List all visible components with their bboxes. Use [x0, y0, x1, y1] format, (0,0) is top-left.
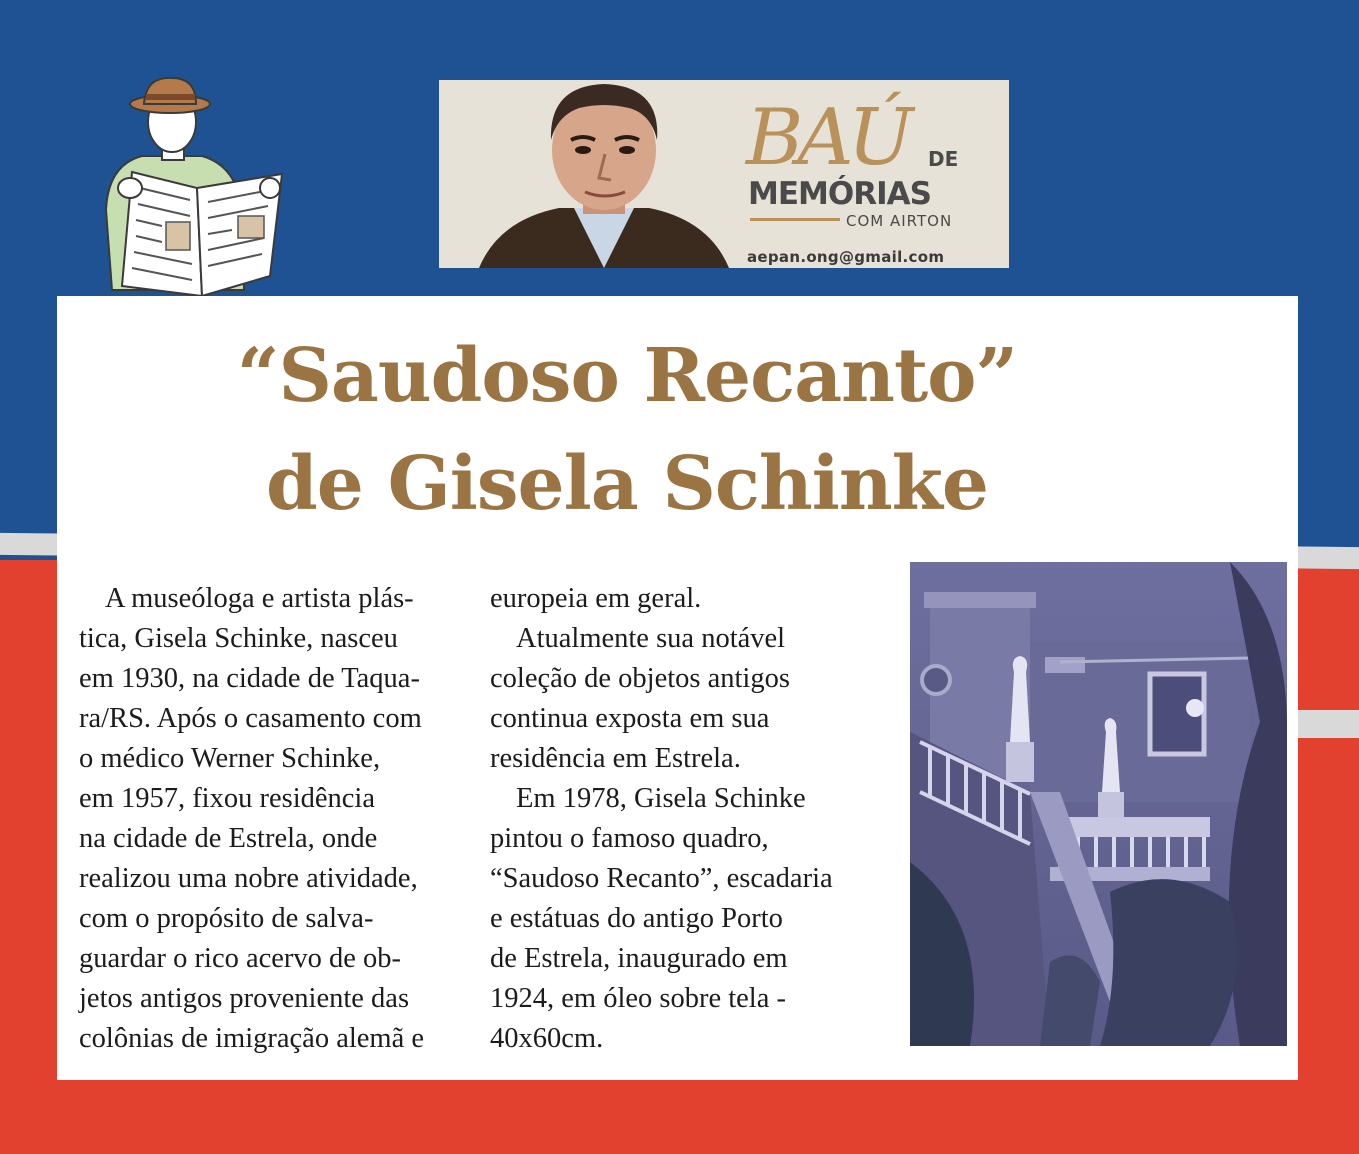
text-line: residência em Estrela.	[490, 743, 741, 774]
article-column-1	[79, 579, 471, 1059]
headline-line-1: “Saudoso Recanto”	[236, 333, 1018, 419]
text-line: em 1957, fixou residência	[79, 783, 375, 814]
text-line: o médico Werner Schinke,	[79, 743, 381, 774]
text-line: em 1930, na cidade de Taqua-	[79, 663, 420, 694]
text-line: 40x60cm.	[490, 1023, 604, 1054]
author-email[interactable]: aepan.ong@gmail.com	[747, 248, 945, 266]
text-line: ra/RS. Após o casamento com	[79, 703, 422, 734]
text-line: guardar o rico acervo de ob-	[79, 943, 402, 974]
svg-text:COM AIRTON: COM AIRTON	[846, 212, 953, 230]
text-line: continua exposta em sua	[490, 703, 770, 734]
svg-text:DE: DE	[928, 147, 959, 171]
text-line: Atualmente sua notável	[516, 623, 786, 654]
headline-line-2: de Gisela Schinke	[265, 441, 989, 527]
text-line: pintou o famoso quadro,	[490, 823, 769, 854]
text-line: e estátuas do antigo Porto	[490, 903, 783, 934]
article-panel	[57, 296, 1298, 1080]
text-line: A museóloga e artista plás-	[105, 583, 414, 614]
column-header-banner	[439, 80, 1009, 268]
text-line: tica, Gisela Schinke, nasceu	[79, 623, 398, 654]
text-line: realizou uma nobre atividade,	[79, 863, 418, 894]
svg-text:BAÚ: BAÚ	[746, 93, 908, 183]
text-line: “Saudoso Recanto”, escadaria	[490, 863, 833, 894]
text-line: europeia em geral.	[490, 583, 702, 614]
column-logo	[744, 86, 1004, 236]
painting-saudoso-recanto	[910, 562, 1287, 1046]
text-line: jetos antigos proveniente das	[79, 983, 410, 1014]
text-line: coleção de objetos antigos	[490, 663, 790, 694]
text-line: de Estrela, inaugurado em	[490, 943, 788, 974]
text-line: 1924, em óleo sobre tela -	[490, 983, 786, 1014]
article-column-2	[490, 579, 910, 1059]
background-stripe-right	[1290, 710, 1359, 738]
text-line: na cidade de Estrela, onde	[79, 823, 378, 854]
newspaper-reader-illustration	[92, 70, 302, 300]
svg-text:MEMÓRIAS: MEMÓRIAS	[748, 176, 931, 212]
text-line: Em 1978, Gisela Schinke	[516, 783, 806, 814]
author-portrait	[479, 80, 729, 268]
text-line: colônias de imigração alemã e	[79, 1023, 425, 1054]
article-headline	[117, 322, 1137, 538]
text-line: com o propósito de salva-	[79, 903, 374, 934]
